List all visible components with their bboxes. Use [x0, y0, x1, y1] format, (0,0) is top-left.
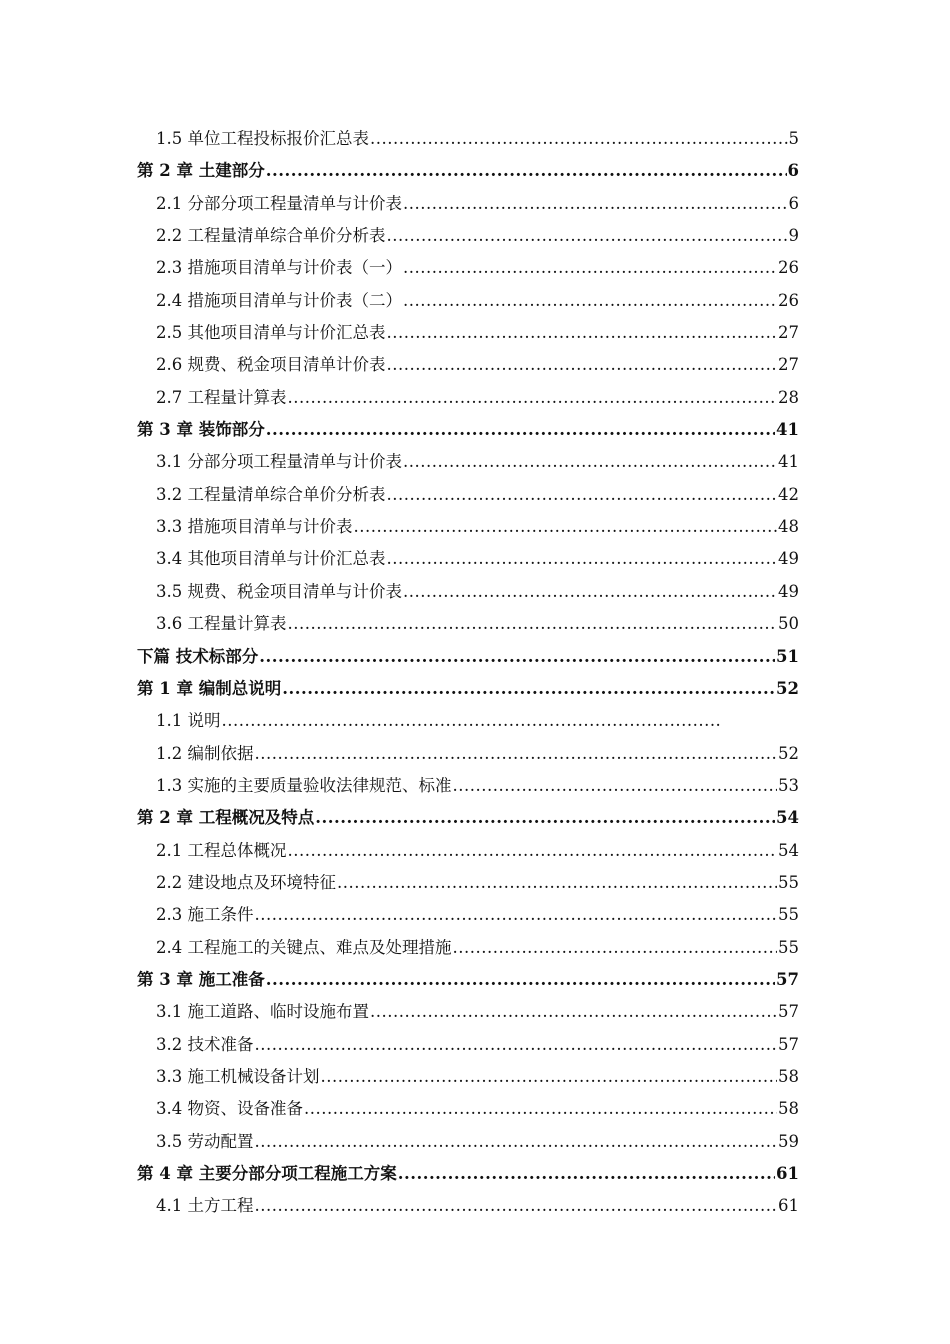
toc-page-number: 6 — [787, 161, 799, 181]
toc-page-number: 49 — [778, 581, 799, 601]
toc-entry-label: 3.1 分部分项工程量清单与计价表 — [156, 452, 402, 472]
toc-entry-label: 2.3 措施项目清单与计价表（一） — [156, 258, 402, 278]
toc-entry-label: 2.7 工程量计算表 — [156, 387, 287, 407]
toc-entry-label: 第 2 章 工程概况及特点 — [137, 808, 315, 828]
dot-leader — [255, 1126, 778, 1158]
toc-section-entry[interactable] — [137, 738, 799, 770]
toc-section-entry[interactable] — [137, 996, 799, 1028]
toc-entry-label: 2.5 其他项目清单与计价汇总表 — [156, 323, 386, 343]
toc-chapter-entry[interactable] — [137, 673, 799, 705]
dot-leader — [403, 576, 777, 608]
toc-entry-label: 2.1 工程总体概况 — [156, 840, 287, 860]
toc-entry-label: 1.2 编制依据 — [156, 743, 254, 763]
toc-section-entry[interactable] — [137, 382, 799, 414]
toc-page-number: 48 — [778, 517, 799, 537]
toc-section-entry[interactable] — [137, 867, 799, 899]
toc-entry-label: 2.4 措施项目清单与计价表（二） — [156, 290, 402, 310]
dot-leader — [255, 1029, 778, 1061]
dot-leader — [259, 641, 775, 673]
dot-leader — [403, 188, 788, 220]
dot-leader — [387, 349, 778, 381]
toc-page-number: 54 — [778, 840, 799, 860]
toc-entry-label: 1.3 实施的主要质量验收法律规范、标准 — [156, 775, 452, 795]
toc-entry-label: 3.5 劳动配置 — [156, 1131, 254, 1151]
toc-entry-label: 3.3 措施项目清单与计价表 — [156, 517, 353, 537]
toc-section-entry[interactable] — [137, 899, 799, 931]
toc-section-entry[interactable] — [137, 479, 799, 511]
toc-section-entry[interactable] — [137, 770, 799, 802]
toc-section-entry[interactable] — [137, 1061, 799, 1093]
toc-section-entry[interactable] — [137, 511, 799, 543]
toc-entry-label: 第 3 章 施工准备 — [137, 969, 265, 989]
toc-entry-label: 1.1 说明 — [156, 711, 221, 731]
toc-page-number: 57 — [778, 1034, 799, 1054]
dot-leader — [453, 932, 778, 964]
toc-entry-label: 第 1 章 编制总说明 — [137, 678, 282, 698]
dot-leader — [337, 867, 777, 899]
dot-leader — [288, 608, 778, 640]
toc-page-number: 55 — [778, 937, 799, 957]
toc-page-number: 53 — [778, 775, 799, 795]
toc-page-number: 26 — [778, 290, 799, 310]
toc-entry-label: 第 2 章 土建部分 — [137, 161, 265, 181]
toc-entry-label: 第 3 章 装饰部分 — [137, 420, 265, 440]
toc-entry-label: 2.6 规费、税金项目清单计价表 — [156, 355, 386, 375]
toc-section-entry[interactable] — [137, 1093, 799, 1125]
dot-leader — [403, 252, 777, 284]
toc-chapter-entry[interactable] — [137, 414, 799, 446]
toc-entry-label: 3.2 工程量清单综合单价分析表 — [156, 484, 386, 504]
toc-section-entry[interactable] — [137, 317, 799, 349]
toc-chapter-entry[interactable] — [137, 641, 799, 673]
toc-entry-label: 2.4 工程施工的关键点、难点及处理措施 — [156, 937, 452, 957]
dot-leader — [370, 996, 777, 1028]
toc-section-entry[interactable] — [137, 123, 799, 155]
toc-section-entry[interactable] — [137, 349, 799, 381]
dot-leader — [266, 155, 787, 187]
toc-section-entry[interactable] — [137, 252, 799, 284]
dot-leader — [387, 479, 778, 511]
toc-page-number: 50 — [778, 614, 799, 634]
dot-leader — [370, 123, 788, 155]
toc-entry-label: 3.6 工程量计算表 — [156, 614, 287, 634]
toc-page-number: 41 — [778, 452, 799, 472]
toc-entry-label: 3.5 规费、税金项目清单与计价表 — [156, 581, 402, 601]
toc-page-number: 52 — [776, 678, 799, 698]
dot-leader — [387, 543, 778, 575]
toc-section-entry[interactable] — [137, 1029, 799, 1061]
toc-entry-label: 3.1 施工道路、临时设施布置 — [156, 1002, 369, 1022]
toc-entry-label: 第 4 章 主要分部分项工程施工方案 — [137, 1164, 397, 1183]
toc-page-number: 27 — [778, 323, 799, 343]
dot-leader — [403, 285, 777, 317]
toc-page-number: 5 — [788, 129, 799, 148]
toc-entry-label: 2.3 施工条件 — [156, 905, 254, 925]
toc-page-number: 61 — [778, 1196, 799, 1216]
toc-page-number: 49 — [778, 549, 799, 569]
toc-page-number: 42 — [778, 484, 799, 504]
dot-leader — [288, 382, 778, 414]
toc-section-entry[interactable] — [137, 576, 799, 608]
toc-section-entry[interactable] — [137, 705, 799, 737]
dot-leader — [255, 738, 778, 770]
dot-leader — [266, 414, 775, 446]
toc-page-number: 41 — [776, 420, 799, 440]
dot-leader — [387, 220, 788, 252]
toc-entry-label: 3.2 技术准备 — [156, 1034, 254, 1054]
dot-leader — [315, 802, 775, 834]
toc-page-number: 55 — [778, 872, 799, 892]
toc-chapter-entry[interactable] — [137, 1158, 799, 1190]
table-of-contents — [137, 123, 799, 1223]
toc-chapter-entry[interactable] — [137, 964, 799, 996]
toc-entry-label: 4.1 土方工程 — [156, 1196, 254, 1216]
toc-section-entry[interactable] — [137, 932, 799, 964]
dot-leader — [222, 705, 722, 737]
toc-section-entry[interactable] — [137, 285, 799, 317]
toc-page-number: 27 — [778, 355, 799, 375]
toc-page-number: 51 — [776, 646, 799, 666]
dot-leader — [354, 511, 778, 543]
toc-page-number: 52 — [778, 743, 799, 763]
toc-page-number: 57 — [776, 969, 799, 989]
dot-leader — [304, 1093, 777, 1125]
toc-entry-label: 1.5 单位工程投标报价汇总表 — [156, 129, 369, 148]
dot-leader — [403, 446, 777, 478]
toc-section-entry[interactable] — [137, 608, 799, 640]
toc-page-number: 55 — [778, 905, 799, 925]
toc-entry-label: 2.2 建设地点及环境特征 — [156, 872, 336, 892]
toc-section-entry[interactable] — [137, 1190, 799, 1222]
dot-leader — [255, 1190, 778, 1222]
dot-leader — [282, 673, 775, 705]
toc-section-entry[interactable] — [137, 543, 799, 575]
dot-leader — [387, 317, 778, 349]
toc-section-entry[interactable] — [137, 446, 799, 478]
toc-page-number: 58 — [778, 1099, 799, 1119]
toc-entry-label: 3.4 物资、设备准备 — [156, 1099, 303, 1119]
toc-page-number: 58 — [778, 1066, 799, 1086]
dot-leader — [453, 770, 778, 802]
toc-page-number: 61 — [776, 1164, 799, 1183]
toc-page-number: 6 — [788, 193, 799, 213]
dot-leader — [398, 1158, 775, 1190]
toc-entry-label: 2.1 分部分项工程量清单与计价表 — [156, 193, 402, 213]
toc-entry-label: 3.4 其他项目清单与计价汇总表 — [156, 549, 386, 569]
toc-entry-label: 2.2 工程量清单综合单价分析表 — [156, 226, 386, 246]
toc-page-number: 9 — [788, 226, 799, 246]
toc-section-entry[interactable] — [137, 835, 799, 867]
toc-chapter-entry[interactable] — [137, 802, 799, 834]
toc-section-entry[interactable] — [137, 1126, 799, 1158]
toc-page-number: 26 — [778, 258, 799, 278]
dot-leader — [266, 964, 775, 996]
toc-page-number: 57 — [778, 1002, 799, 1022]
dot-leader — [321, 1061, 778, 1093]
toc-page-number: 54 — [776, 808, 799, 828]
dot-leader — [255, 899, 778, 931]
toc-section-entry[interactable] — [137, 220, 799, 252]
toc-entry-label: 下篇 技术标部分 — [137, 646, 259, 666]
dot-leader — [288, 835, 778, 867]
toc-page-number: 28 — [778, 387, 799, 407]
toc-section-entry[interactable] — [137, 188, 799, 220]
toc-chapter-entry[interactable] — [137, 155, 799, 187]
toc-entry-label: 3.3 施工机械设备计划 — [156, 1066, 320, 1086]
toc-page-number: 59 — [778, 1131, 799, 1151]
